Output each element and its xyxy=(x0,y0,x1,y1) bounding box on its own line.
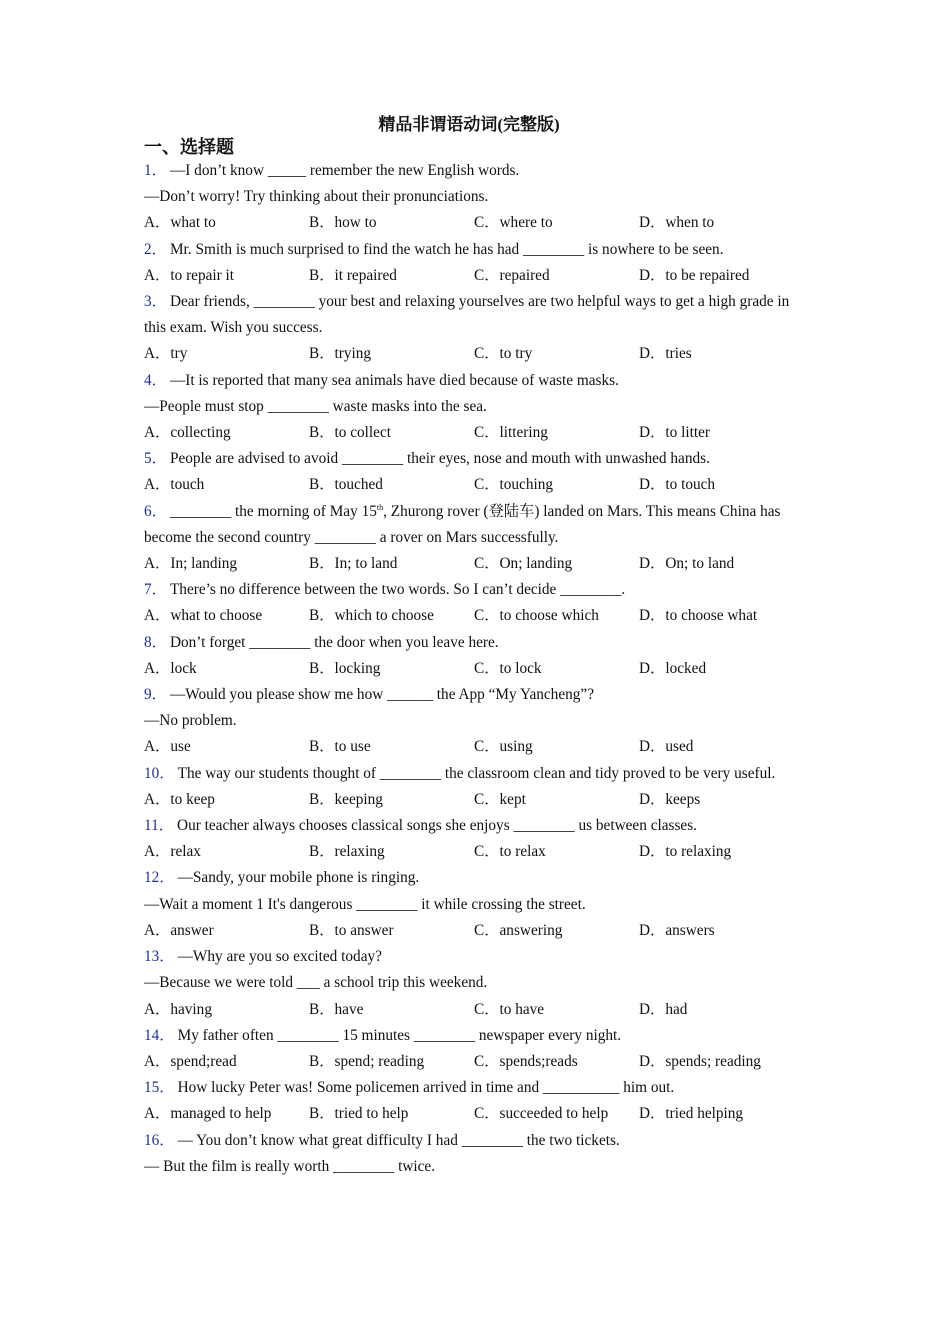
option-c[interactable]: C．where to xyxy=(474,214,553,232)
question-text: —Sandy, your mobile phone is ringing. xyxy=(177,869,420,887)
question-text: —Wait a moment 1 It's dangerous ________ it while crossing the street. xyxy=(144,895,586,913)
option-c[interactable]: C．to try xyxy=(474,345,533,363)
question-text: Mr. Smith is much surprised to find the watch he has had ________ is nowhere to be seen. xyxy=(169,240,724,258)
question-number: 2． xyxy=(144,240,167,258)
question-5 xyxy=(144,446,804,498)
superscript: th xyxy=(376,502,384,512)
question-10 xyxy=(144,761,804,813)
question-text: — You don’t know what great difficulty I had ________ the two tickets. xyxy=(177,1131,620,1149)
option-a[interactable]: A．relax xyxy=(144,843,201,861)
options-row xyxy=(144,603,804,629)
question-8 xyxy=(144,630,804,682)
question-9 xyxy=(144,682,804,761)
option-b[interactable]: B．which to choose xyxy=(309,607,434,625)
options-row xyxy=(144,210,804,236)
option-a[interactable]: A．what to xyxy=(144,214,216,232)
option-b[interactable]: B．relaxing xyxy=(309,843,385,861)
option-d[interactable]: D．keeps xyxy=(639,790,701,808)
question-number: 14． xyxy=(144,1026,175,1044)
question-text: —I don’t know _____ remember the new English words. xyxy=(169,162,520,179)
option-b[interactable]: B．locking xyxy=(309,659,381,677)
question-12 xyxy=(144,865,804,944)
options-row xyxy=(144,656,804,682)
question-text: —Because we were told ___ a school trip this weekend. xyxy=(144,974,488,992)
question-number: 15． xyxy=(144,1079,175,1097)
option-c[interactable]: C．On; landing xyxy=(474,555,573,573)
option-a[interactable]: A．In; landing xyxy=(144,555,238,573)
option-a[interactable]: A．use xyxy=(144,738,191,756)
option-d[interactable]: D．to choose what xyxy=(639,607,758,625)
question-16 xyxy=(144,1128,804,1180)
options-row xyxy=(144,551,804,577)
option-b[interactable]: B．trying xyxy=(309,345,372,363)
question-number: 13． xyxy=(144,948,175,966)
question-text: People are advised to avoid ________ their eyes, nose and mouth with unwashed hands. xyxy=(169,450,710,468)
option-a[interactable]: A．having xyxy=(144,1000,212,1018)
question-number: 6． xyxy=(144,502,167,520)
option-b[interactable]: B．to use xyxy=(309,738,371,756)
option-d[interactable]: D．tries xyxy=(639,345,692,363)
question-number: 11． xyxy=(144,817,175,835)
option-a[interactable]: A．spend;read xyxy=(144,1052,237,1070)
option-b[interactable]: B．how to xyxy=(309,214,377,232)
question-text: There’s no difference between the two words. So I can’t decide ________. xyxy=(169,581,626,599)
option-a[interactable]: A．touch xyxy=(144,476,205,494)
document-title: 精品非谓语动词(完整版) xyxy=(378,115,560,134)
option-c[interactable]: C．to choose which xyxy=(474,607,599,625)
option-c[interactable]: C．repaired xyxy=(474,266,550,284)
question-number: 7． xyxy=(144,581,167,599)
question-text: — But the film is really worth ________ twice. xyxy=(144,1157,436,1175)
option-c[interactable]: C．littering xyxy=(474,424,548,442)
question-text: —Why are you so excited today? xyxy=(177,948,382,966)
question-3 xyxy=(144,289,804,368)
option-c[interactable]: C．touching xyxy=(474,476,554,494)
option-d[interactable]: D．had xyxy=(639,1000,688,1018)
option-a[interactable]: A．managed to help xyxy=(144,1105,272,1123)
option-d[interactable]: D．used xyxy=(639,738,694,756)
question-number: 12． xyxy=(144,869,175,887)
option-c[interactable]: C．to lock xyxy=(474,659,542,677)
question-text: —Would you please show me how ______ the App “My Yancheng”? xyxy=(169,686,595,704)
question-6 xyxy=(144,499,804,578)
options-row xyxy=(144,839,804,865)
options-row xyxy=(144,420,804,446)
options-row xyxy=(144,263,804,289)
option-a[interactable]: A．try xyxy=(144,345,188,363)
question-text: Dear friends, ________ your best and relaxing yourselves are two helpful ways to get a high grade in this exam. Wish you success. xyxy=(144,293,790,337)
question-number: 4． xyxy=(144,371,167,389)
option-c[interactable]: C．succeeded to help xyxy=(474,1105,609,1123)
option-b[interactable]: B．In; to land xyxy=(309,555,398,573)
question-1 xyxy=(144,158,804,237)
options-row xyxy=(144,472,804,498)
question-text: —It is reported that many sea animals have died because of waste masks. xyxy=(169,371,619,389)
question-text: —No problem. xyxy=(144,712,237,730)
question-text: My father often ________ 15 minutes ________ newspaper every night. xyxy=(177,1026,622,1044)
section-heading: 一、选择题 xyxy=(144,137,234,157)
option-c[interactable]: C．using xyxy=(474,738,533,756)
question-number: 3． xyxy=(144,293,167,311)
option-d[interactable]: D．to relaxing xyxy=(639,843,732,861)
option-d[interactable]: D．answers xyxy=(639,921,715,939)
question-text: How lucky Peter was! Some policemen arrived in time and __________ him out. xyxy=(177,1079,675,1097)
options-row xyxy=(144,787,804,813)
question-number: 16． xyxy=(144,1131,175,1149)
question-text: , Zhurong rover (登陆车) landed on Mars. This means China has become the second country ________ a rover on Mars successfully. xyxy=(144,502,781,546)
option-b[interactable]: B．it repaired xyxy=(309,266,397,284)
option-c[interactable]: C．spends;reads xyxy=(474,1052,578,1070)
option-a[interactable]: A．answer xyxy=(144,921,214,939)
options-row xyxy=(144,341,804,367)
question-text: Our teacher always chooses classical songs she enjoys ________ us between classes. xyxy=(177,817,697,835)
options-row xyxy=(144,734,804,760)
option-b[interactable]: B．spend; reading xyxy=(309,1052,425,1070)
option-d[interactable]: D．spends; reading xyxy=(639,1052,761,1070)
option-c[interactable]: C．to relax xyxy=(474,843,546,861)
option-a[interactable]: A．to keep xyxy=(144,790,215,808)
document-page xyxy=(144,112,804,1180)
question-text: Don’t forget ________ the door when you leave here. xyxy=(169,633,499,651)
options-row xyxy=(144,1101,804,1127)
option-d[interactable]: D．to be repaired xyxy=(639,266,750,284)
question-4 xyxy=(144,368,804,447)
option-c[interactable]: C．answering xyxy=(474,921,563,939)
option-d[interactable]: D．tried helping xyxy=(639,1105,744,1123)
option-b[interactable]: B．have xyxy=(309,1000,364,1018)
options-row xyxy=(144,918,804,944)
option-d[interactable]: D．to touch xyxy=(639,476,716,494)
option-a[interactable]: A．what to choose xyxy=(144,607,263,625)
question-7 xyxy=(144,577,804,629)
question-number: 8． xyxy=(144,633,167,651)
option-c[interactable]: C．to have xyxy=(474,1000,545,1018)
option-d[interactable]: D．to litter xyxy=(639,424,710,442)
question-13 xyxy=(144,944,804,1023)
option-b[interactable]: B．touched xyxy=(309,476,383,494)
option-d[interactable]: D．On; to land xyxy=(639,555,735,573)
option-b[interactable]: B．to collect xyxy=(309,424,391,442)
option-d[interactable]: D．locked xyxy=(639,659,707,677)
question-11 xyxy=(144,813,804,865)
option-a[interactable]: A．collecting xyxy=(144,424,231,442)
option-b[interactable]: B．keeping xyxy=(309,790,383,808)
question-2 xyxy=(144,237,804,289)
options-row xyxy=(144,1049,804,1075)
question-15 xyxy=(144,1075,804,1127)
question-text: ________ the morning of May 15 xyxy=(169,502,377,520)
question-number: 5． xyxy=(144,450,167,468)
question-number: 9． xyxy=(144,686,167,704)
option-c[interactable]: C．kept xyxy=(474,790,526,808)
question-14 xyxy=(144,1023,804,1075)
question-number: 1． xyxy=(144,162,167,179)
option-a[interactable]: A．to repair it xyxy=(144,266,235,284)
question-number: 10． xyxy=(144,764,175,782)
question-text: —Don’t worry! Try thinking about their pronunciations. xyxy=(144,188,489,206)
option-b[interactable]: B．tried to help xyxy=(309,1105,409,1123)
option-b[interactable]: B．to answer xyxy=(309,921,394,939)
question-text: The way our students thought of ________ the classroom clean and tidy proved to be very useful. xyxy=(177,764,776,782)
option-d[interactable]: D．when to xyxy=(639,214,715,232)
options-row xyxy=(144,997,804,1023)
option-a[interactable]: A．lock xyxy=(144,659,197,677)
question-text: —People must stop ________ waste masks into the sea. xyxy=(144,397,487,415)
